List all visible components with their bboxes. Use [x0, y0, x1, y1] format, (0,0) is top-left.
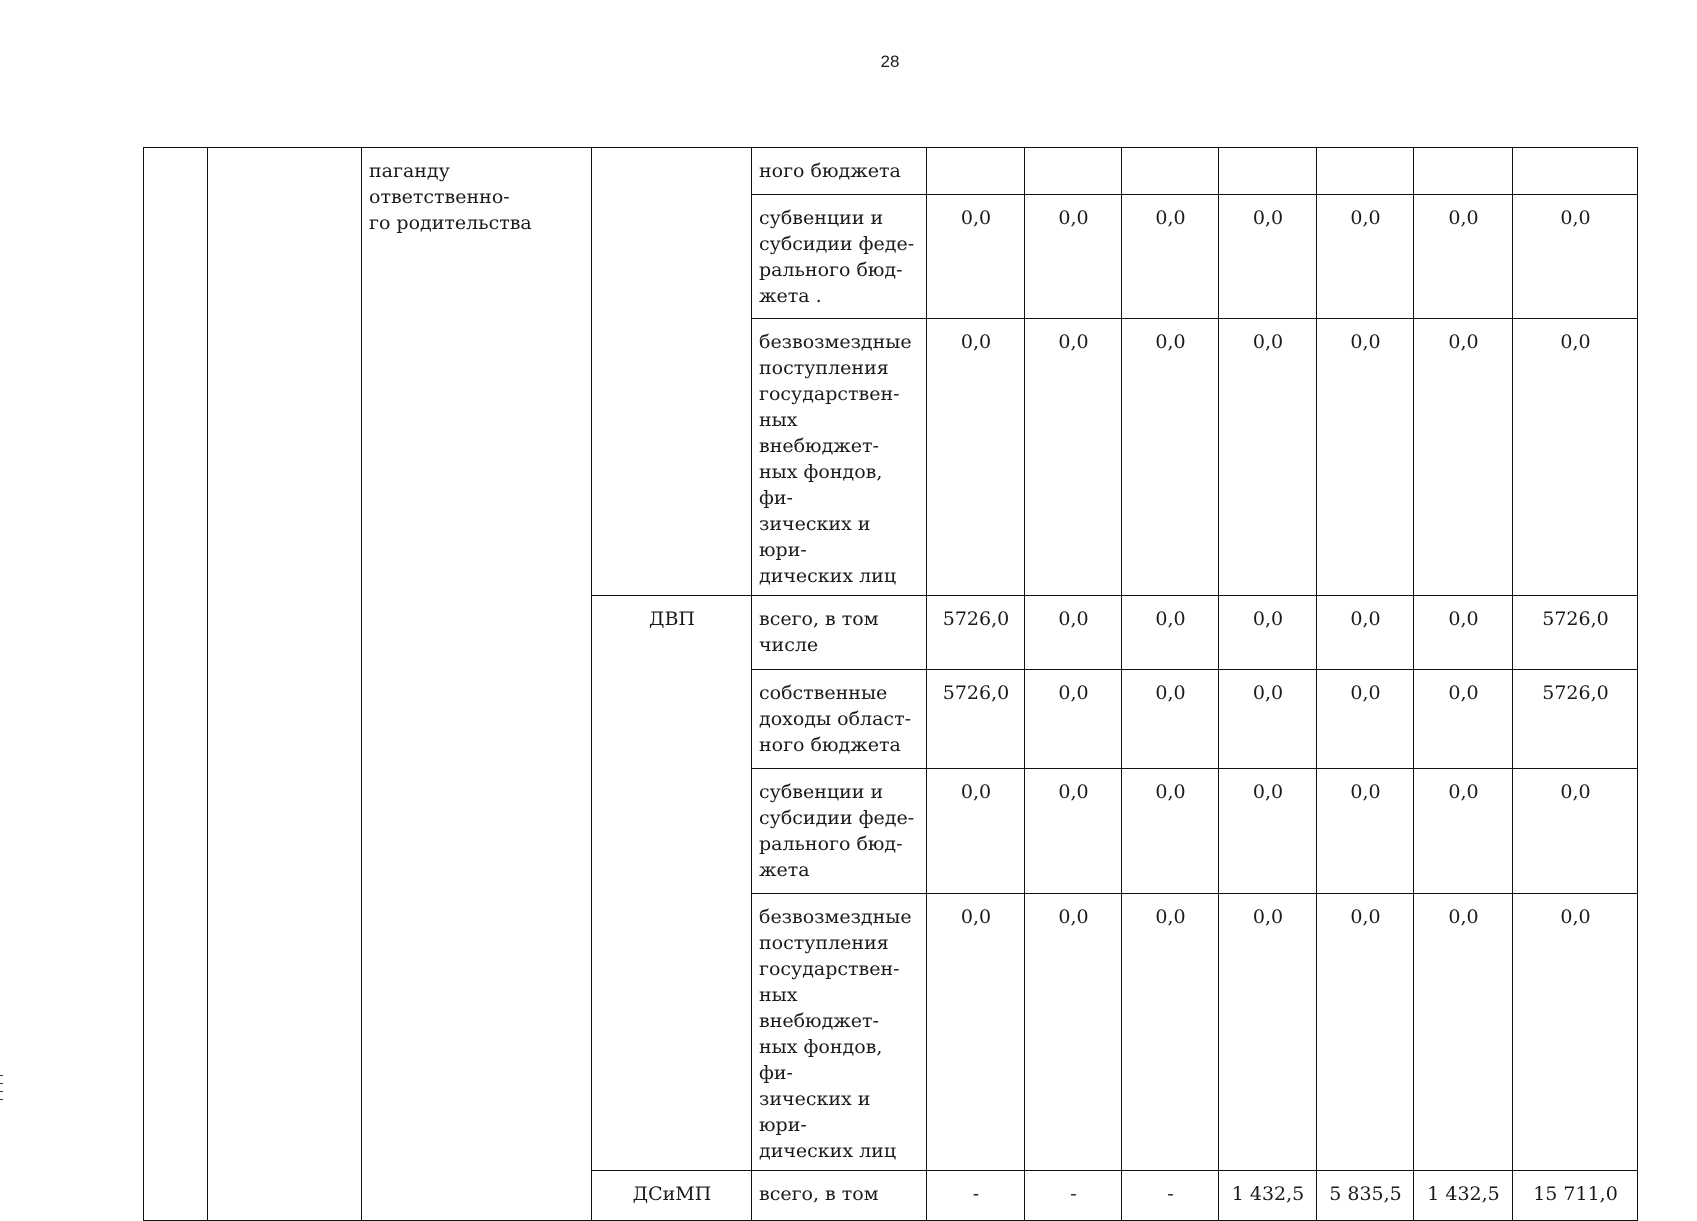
scan-artifact — [0, 1075, 3, 1076]
value-cell — [1513, 148, 1638, 195]
scan-artifact — [0, 1083, 3, 1084]
value-cell: 15 711,0 — [1513, 1171, 1638, 1221]
funding-source: безвозмездные поступления государствен- ных внебюджет- ных фондов, фи- зических и юри- дических лиц — [752, 894, 927, 1171]
value-cell: - — [1025, 1171, 1122, 1221]
value-cell — [927, 148, 1025, 195]
value-cell: 0,0 — [1025, 769, 1122, 894]
value-cell: - — [927, 1171, 1025, 1221]
funding-source: субвенции и субсидии феде- рального бюд- жета — [752, 769, 927, 894]
value-cell — [1219, 148, 1317, 195]
executor-cell: ДСиМП — [592, 1171, 752, 1221]
value-cell: 0,0 — [1414, 596, 1513, 670]
value-cell — [1122, 148, 1219, 195]
value-cell: 0,0 — [1219, 769, 1317, 894]
value-cell: 0,0 — [1122, 195, 1219, 319]
value-cell: 0,0 — [1414, 319, 1513, 596]
activity-name: паганду ответственно- го родительства — [362, 148, 592, 1221]
value-cell: 0,0 — [1122, 319, 1219, 596]
value-cell: 0,0 — [1513, 769, 1638, 894]
scan-artifact — [0, 1099, 3, 1100]
value-cell: 5726,0 — [1513, 596, 1638, 670]
value-cell: 0,0 — [1414, 894, 1513, 1171]
scan-artifact — [0, 1091, 3, 1092]
value-cell: 0,0 — [1025, 195, 1122, 319]
value-cell: 0,0 — [1513, 894, 1638, 1171]
value-cell: 0,0 — [1414, 769, 1513, 894]
value-cell: 0,0 — [1219, 894, 1317, 1171]
value-cell: 0,0 — [1317, 769, 1414, 894]
funding-source: собственные доходы област- ного бюджета — [752, 670, 927, 769]
value-cell: 0,0 — [927, 195, 1025, 319]
executor-cell — [592, 148, 752, 596]
value-cell: 0,0 — [1414, 670, 1513, 769]
section-cell — [208, 148, 362, 1221]
budget-table — [143, 147, 1638, 1221]
value-cell: 0,0 — [1513, 319, 1638, 596]
value-cell: 0,0 — [1122, 596, 1219, 670]
number-cell — [144, 148, 208, 1221]
funding-source: ного бюджета — [752, 148, 927, 195]
value-cell: 0,0 — [1025, 319, 1122, 596]
value-cell: 1 432,5 — [1414, 1171, 1513, 1221]
funding-source: безвозмездные поступления государствен- ных внебюджет- ных фондов, фи- зических и юри- дических лиц — [752, 319, 927, 596]
value-cell: 0,0 — [1025, 596, 1122, 670]
value-cell: 0,0 — [1317, 319, 1414, 596]
value-cell: 0,0 — [1317, 195, 1414, 319]
value-cell: 5726,0 — [927, 596, 1025, 670]
value-cell: 0,0 — [1122, 670, 1219, 769]
value-cell: 5726,0 — [1513, 670, 1638, 769]
funding-source: всего, в том числе — [752, 596, 927, 670]
value-cell — [1025, 148, 1122, 195]
value-cell: 0,0 — [927, 894, 1025, 1171]
value-cell: 0,0 — [1219, 195, 1317, 319]
value-cell: 5 835,5 — [1317, 1171, 1414, 1221]
value-cell: 0,0 — [1122, 769, 1219, 894]
value-cell: - — [1122, 1171, 1219, 1221]
value-cell — [1317, 148, 1414, 195]
value-cell: 1 432,5 — [1219, 1171, 1317, 1221]
value-cell — [1414, 148, 1513, 195]
value-cell: 0,0 — [1414, 195, 1513, 319]
value-cell: 0,0 — [1317, 596, 1414, 670]
value-cell: 0,0 — [1317, 894, 1414, 1171]
page-number: 28 — [880, 52, 900, 71]
value-cell: 0,0 — [1025, 894, 1122, 1171]
value-cell: 5726,0 — [927, 670, 1025, 769]
value-cell: 0,0 — [1219, 319, 1317, 596]
funding-source: субвенции и субсидии феде- рального бюд- жета . — [752, 195, 927, 319]
value-cell: 0,0 — [927, 319, 1025, 596]
value-cell: 0,0 — [1122, 894, 1219, 1171]
value-cell: 0,0 — [1219, 596, 1317, 670]
value-cell: 0,0 — [927, 769, 1025, 894]
value-cell: 0,0 — [1513, 195, 1638, 319]
value-cell: 0,0 — [1219, 670, 1317, 769]
value-cell: 0,0 — [1025, 670, 1122, 769]
value-cell: 0,0 — [1317, 670, 1414, 769]
funding-source: всего, в том — [752, 1171, 927, 1221]
executor-cell: ДВП — [592, 596, 752, 1171]
